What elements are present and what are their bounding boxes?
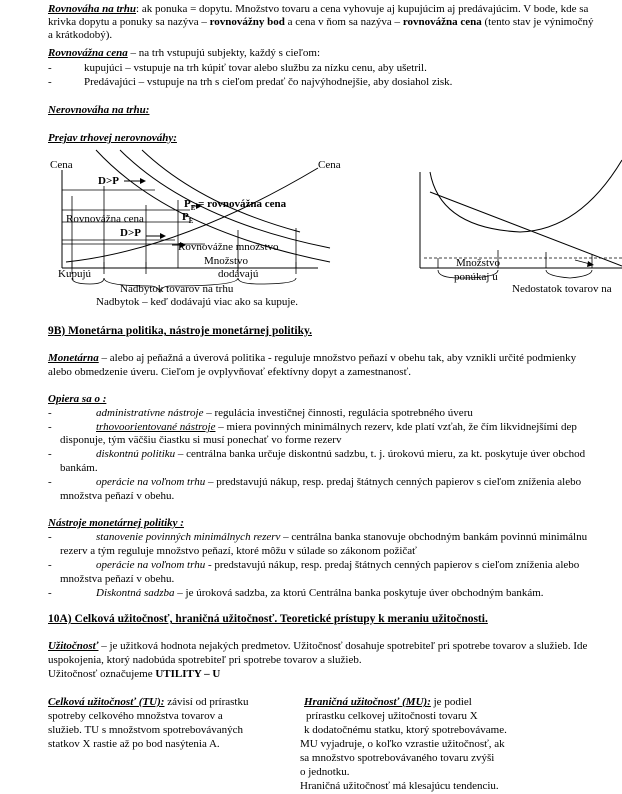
nastroje-item-1: stanovenie povinných minimálnych rezerv – centrálna banka stanovuje obchodným bankám povinnú minimálnu <box>96 531 588 543</box>
rovnovaha-text-4: (tento stav je výnimočný <box>481 16 594 28</box>
left-dp1-label: D>P <box>98 175 119 187</box>
right-brace-2 <box>546 270 592 278</box>
bullet-kupujuci: kupujúci – vstupuje na trh kúpiť tovar alebo službu za nízku cenu, aby ušetril. <box>84 62 427 74</box>
mu-label: Hraničná užitočnosť (MU): <box>304 696 431 708</box>
mu-line-7: Hraničná užitočnosť má klesajúcu tendenciu. <box>300 780 499 792</box>
nastroje-item-1-cont: rezerv a tým reguluje množstvo peňazí, ktoré môžu v súlade so zákonom požičať <box>60 545 417 557</box>
nastroje-item-2: operácie na voľnom trhu - predstavujú nákup, resp. predaj štátnych cenných papierov s cieľom zníženia alebo <box>96 559 580 571</box>
nadbytok-label-1: Nadbytok tovarov na trhu <box>120 283 234 295</box>
rovnovazna-cena-text: – na trh vstupujú subjekty, každý s cieľom: <box>127 47 321 59</box>
rovnovaha-text: : ak ponuka = dopytu. Množstvo tovaru a cena vyhovuje aj kupujúcim aj predávajúcim. V bode, kde sa <box>136 3 589 15</box>
mu-line-4: MU vyjadruje, o koľko vzrastie užitočnosť, ak <box>300 738 505 750</box>
rovnovazne-mnozstvo-label: Rovnovážne množstvo <box>178 241 279 253</box>
right-ponukaju-label: ponúkaj ú <box>454 271 498 283</box>
dodavaju-label: dodávajú <box>218 268 259 280</box>
rovnovazny-bod: rovnovážny bod <box>209 16 285 28</box>
mnozstvo-left-label: Množstvo <box>204 255 248 267</box>
rovnovaha-line-3: a krátkodobý). <box>48 29 113 41</box>
document-page: Rovnováha na trhu: ak ponuka = dopytu. Množstvo tovaru a cena vyhovuje aj kupujúcim aj predávajúcim. V bode, kde sa krivka dopytu a ponuky sa nazýva – rovnovážny bod a cena v ňom sa nazýva – rovnovážna cena (tento stav je výnimočný a krátkodobý). Rovnovážna cena – na trh vstupujú subjekty, každý s cieľom: - kupujúci – vstupuje na trh kúpiť tovar alebo službu za nízku cenu, aby ušetril. - Predávajúci – vstupuje na trh s cieľom predať čo najvýhodnejšie, aby dosiahol zisk. Nerovnováha na trhu: Prejav trhovej nerovnováhy: Cena D>P $P_E$ = rovnovážna cena Rovnovážna cena $P_E$ D>P Rovnovážne množstvo Množstvo dodávajú Kupujú Nadbytok tovarov na trhu Nadbytok – keď dodávajú viac ako sa kupuje. Cena Množstvo ponúkaj ú Nedostatok tovarov na 9B) Monetárna politika, nástroje monetárnej politiky. Monetárna – alebo aj peňažná a úverová politika - reguluje množstvo peňazí v obehu tak, aby vznikli určité podmienky alebo obmedzenie úveru. Cieľom je ovplyvňovať efektívny dopyt a zamestnanosť. Opiera sa o : - administratívne nástroje – regulácia investičnej činnosti, regulácia spotrebného úveru - trhovoorientované nástroje – miera povinných minimálnych rezerv, kde platí vzťah, že čím likvidnejšími dep disponuje, tým väčšiu čiastku si musí ponechať vo forme rezerv - diskontnú politiku – centrálna banka určuje diskontnú sadzbu, t. j. úrokovú mieru, za kt. poskytuje úver obchod bankám. - operácie na voľnom trhu – predstavujú nákup, resp. predaj štátnych cenných papierov s cieľom zníženia alebo množstva peňazí v obehu. Nástroje monetárnej politiky : - stanovenie povinných minimálnych rezerv – centrálna banka stanovuje obchodným bankám povinnú minimálnu rezerv a tým reguluje množstvo peňazí, ktoré môžu v súlade so zákonom požičať - operácie na voľnom trhu - predstavujú nákup, resp. predaj štátnych cenných papierov s cieľom zníženia alebo množstva peňazí v obehu. - Diskontná sadzba – je úroková sadzba, za ktorú Centrálna banka poskytuje úver obchodným bankám. 10A) Celková užitočnosť, hraničná užitočnosť. Teoretické prístupy k meraniu užitočnosti. Užitočnosť – je užitková hodnota nejakých predmetov. Užitočnosť dosahuje spotrebiteľ pri spotrebe tovarov a služieb. Ide uspokojenia, ktorý nadobúda spotrebiteľ pri spotrebe tovarov a služieb. Užitočnosť označujeme UTILITY – U Celková užitočnosť (TU): závisí od prírastku spotreby celkového množstva tovarov a služieb. TU s množstvom spotrebovávaných statkov X rastie až po bod nasýtenia A. Hraničná užitočnosť (MU): je podiel prírastku celkovej užitočnosti tovaru X k dodatočnému statku, ktorý spotrebovávame. MU vyjadruje, o koľko vzrastie užitočnosť, ak sa množstvo spotrebovávaného tovaru zvýši o jednotku. Hraničná užitočnosť má klesajúcu tendenciu. <box>0 0 622 794</box>
rovnovazna-cena-bold: rovnovážna cena <box>402 16 482 28</box>
tu-line-1: Celková užitočnosť (TU): závisí od prírastku <box>48 696 249 708</box>
right-cena-label: Cena <box>318 159 341 171</box>
mu-line-1: Hraničná užitočnosť (MU): je podiel <box>304 696 472 708</box>
left-cena-label: Cena <box>50 159 73 171</box>
opiera-item-2: trhovoorientované nástroje – miera povinných minimálnych rezerv, kde platí vzťah, že čím likvidnejšími dep <box>96 421 577 433</box>
nadbytok-label-2: Nadbytok – keď dodávajú viac ako sa kupuje. <box>96 296 299 308</box>
rovnovaha-label: Rovnováha na trhu <box>48 3 137 15</box>
rovnovazna-cena-label: Rovnovážna cena <box>48 47 128 59</box>
prejav-heading: Prejav trhovej nerovnováhy: <box>48 132 177 144</box>
utility-label: UTILITY – U <box>155 668 221 680</box>
tu-line-4: statkov X rastie až po bod nasýtenia A. <box>48 738 220 750</box>
rovnovaha-text-3: a cena v ňom sa nazýva – <box>284 16 403 28</box>
rovnovazna-cena-diag: Rovnovážna cena <box>66 213 144 225</box>
opiera-item-4: operácie na voľnom trhu – predstavujú nákup, resp. predaj štátnych cenných papierov s cieľom zníženia alebo <box>96 476 582 488</box>
nastroje-item-2-cont: množstva peňazí v obehu. <box>60 573 175 585</box>
section-9b-heading: 9B) Monetárna politika, nástroje monetárnej politiky. <box>48 325 312 337</box>
bullet-predavajuci: Predávajúci – vstupuje na trh s cieľom predať čo najvýhodnejšie, aby dosiahol zisk. <box>84 76 453 88</box>
uzitocnost-line-2: uspokojenia, ktorý nadobúda spotrebiteľ pri spotrebe tovarov a služieb. <box>48 654 362 666</box>
opiera-item-2-cont: disponuje, tým väčšiu čiastku si musí ponechať vo forme rezerv <box>60 434 342 446</box>
opiera-heading: Opiera sa o : <box>48 393 107 405</box>
right-demand-line <box>430 192 622 266</box>
tu-line-3: služieb. TU s množstvom spotrebovávaných <box>48 724 244 736</box>
uzitocnost-label: Užitočnosť <box>48 640 99 652</box>
tu-line-2: spotreby celkového množstva tovarov a <box>48 710 223 722</box>
left-dp2-label: D>P <box>120 227 141 239</box>
bullet-dash: - <box>48 62 52 74</box>
pe2-label: $P_E$ <box>182 211 194 225</box>
monetarna-line-2: alebo obmedzenie úveru. Cieľom je ovplyvňovať efektívny dopyt a zamestnanosť. <box>48 366 412 378</box>
mu-line-2: prírastku celkovej užitočnosti tovaru X <box>306 710 478 722</box>
monetarna-label: Monetárna <box>48 352 99 364</box>
opiera-item-3: diskontnú politiku – centrálna banka určuje diskontnú sadzbu, t. j. úrokovú mieru, za kt. poskytuje úver obchod <box>96 448 586 460</box>
mu-line-5: sa množstvo spotrebovávaného tovaru zvýši <box>300 752 495 764</box>
section-10a-heading: 10A) Celková užitočnosť, hraničná užitočnosť. Teoretické prístupy k meraniu užitočnosti. <box>48 613 488 625</box>
mu-line-3: k dodatočnému statku, ktorý spotrebovávame. <box>304 724 507 736</box>
kupuju-label: Kupujú <box>58 268 91 280</box>
monetarna-line-1 <box>48 352 576 365</box>
pe-label: $P_E$ = rovnovážna cena <box>184 198 287 212</box>
uzitocnost-line-3: Užitočnosť označujeme UTILITY – U <box>48 668 221 680</box>
nedostatok-label: Nedostatok tovarov na <box>512 283 612 295</box>
opiera-item-3-cont: bankám. <box>60 462 98 474</box>
right-mnozstvo-label: Množstvo <box>456 257 500 269</box>
opiera-item-4-cont: množstva peňazí v obehu. <box>60 490 175 502</box>
tu-label: Celková užitočnosť (TU): <box>48 696 165 708</box>
rovnovaha-text-2: krivka dopytu a ponuky sa nazýva – <box>48 16 210 28</box>
nerovnovaha-heading: Nerovnováha na trhu: <box>48 104 150 116</box>
nastroje-heading: Nástroje monetárnej politiky : <box>48 517 184 529</box>
uzitocnost-text-1: – je užitková hodnota nejakých predmetov. Užitočnosť dosahuje spotrebiteľ pri spotrebe tovarov a služieb. Ide <box>98 640 588 652</box>
bullet-dash: - <box>48 76 52 88</box>
monetarna-text-1: – alebo aj peňažná a úverová politika - reguluje množstvo peňazí v obehu tak, aby vznikli určité podmienky <box>98 352 577 364</box>
nastroje-item-3: Diskontná sadzba – je úroková sadzba, za ktorú Centrálna banka poskytuje úver obchodným bankám. <box>96 587 544 599</box>
right-curve-u <box>430 160 622 232</box>
mu-line-6: o jednotku. <box>300 766 350 778</box>
opiera-item-1: administratívne nástroje – regulácia investičnej činnosti, regulácia spotrebného úveru <box>96 407 473 419</box>
uzitocnost-line-1 <box>48 640 587 653</box>
